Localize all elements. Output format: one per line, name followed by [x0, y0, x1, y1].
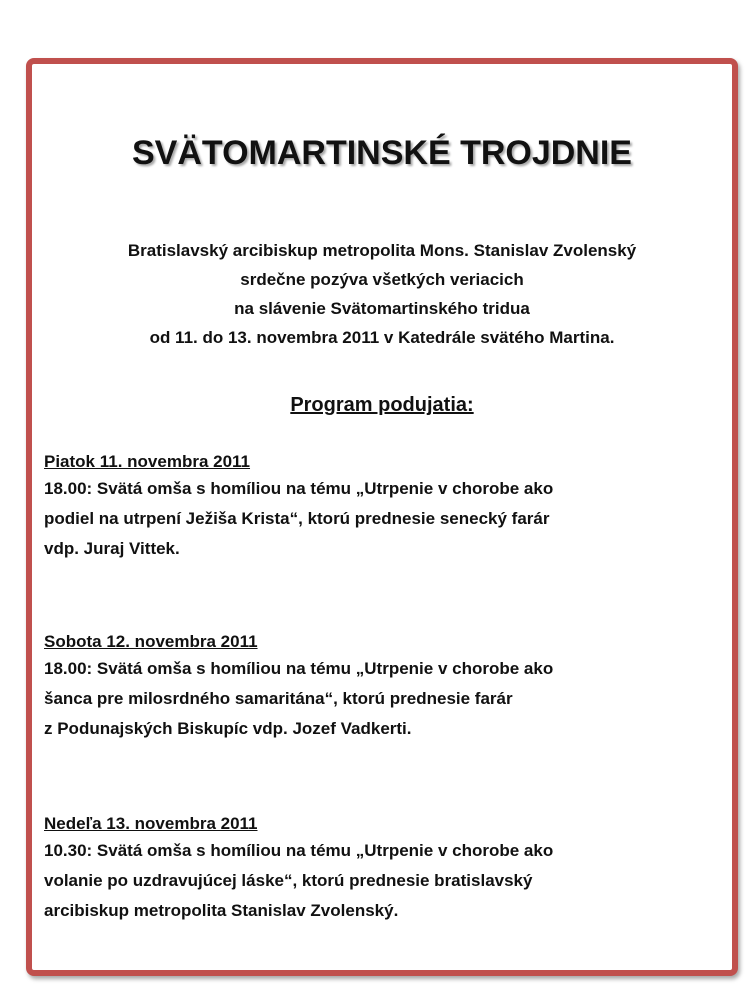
invitation-line: od 11. do 13. novembra 2011 v Katedrále svätého Martina. — [149, 328, 615, 347]
invitation-text — [32, 236, 732, 352]
event-saturday — [44, 630, 724, 744]
event-line: z Podunajských Biskupíc vdp. Jozef Vadkerti. — [44, 719, 412, 738]
event-description — [44, 654, 724, 744]
event-line: vdp. Juraj Vittek. — [44, 539, 180, 558]
event-description — [44, 836, 724, 926]
event-day: Nedeľa 13. novembra 2011 — [44, 814, 258, 833]
event-line: arcibiskup metropolita Stanislav Zvolenský. — [44, 901, 399, 920]
page-title: SVÄTOMARTINSKÉ TROJDNIE — [132, 134, 632, 172]
event-line: volanie po uzdravujúcej láske“, ktorú prednesie bratislavský — [44, 871, 533, 890]
event-line: 18.00: Svätá omša s homíliou na tému „Utrpenie v chorobe ako — [44, 659, 554, 678]
event-description — [44, 474, 724, 564]
event-line: šanca pre milosrdného samaritána“, ktorú prednesie farár — [44, 689, 513, 708]
invitation-line: srdečne pozýva všetkých veriacich — [240, 270, 524, 289]
event-day: Piatok 11. novembra 2011 — [44, 452, 251, 471]
invitation-line: na slávenie Svätomartinského tridua — [234, 299, 530, 318]
poster-frame — [26, 58, 738, 976]
invitation-line: Bratislavský arcibiskup metropolita Mons. Stanislav Zvolenský — [127, 241, 637, 260]
program-heading: Program podujatia: — [290, 394, 474, 416]
event-friday — [44, 450, 724, 564]
event-day: Sobota 12. novembra 2011 — [44, 632, 258, 651]
event-line: 18.00: Svätá omša s homíliou na tému „Utrpenie v chorobe ako — [44, 479, 554, 498]
event-line: podiel na utrpení Ježiša Krista“, ktorú prednesie senecký farár — [44, 509, 550, 528]
event-sunday — [44, 812, 724, 926]
event-line: 10.30: Svätá omša s homíliou na tému „Utrpenie v chorobe ako — [44, 841, 554, 860]
